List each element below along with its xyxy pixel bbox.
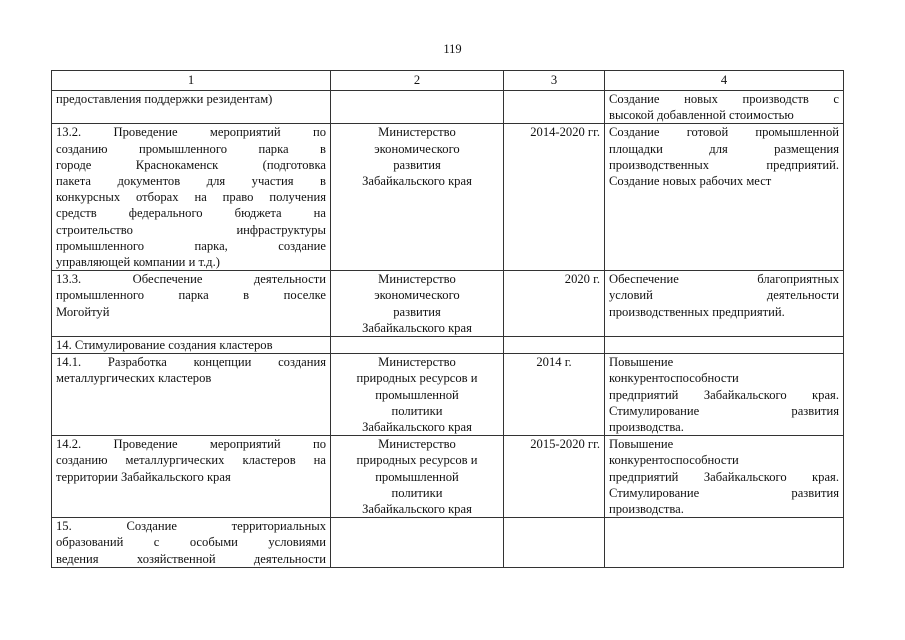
cell-line: Стимулирование развития xyxy=(609,403,839,418)
cell-line: конкурентоспособности xyxy=(609,453,739,468)
period-cell xyxy=(504,91,605,124)
cell-line: 14.1. Разработка концепции создания xyxy=(56,355,326,370)
cell-line: Повышение xyxy=(609,355,674,370)
result-cell xyxy=(605,124,844,271)
measure-cell xyxy=(52,91,331,124)
plan-table xyxy=(51,70,844,568)
cell-line: Повышение xyxy=(609,437,674,452)
measure-cell xyxy=(52,354,331,436)
cell-line: промышленного парка, создание xyxy=(56,238,326,253)
cell-line: Создание новых рабочих мест xyxy=(609,174,772,189)
cell-line: Создание новых производств с xyxy=(609,92,839,106)
cell-line: высокой добавленной стоимостью xyxy=(609,108,794,123)
result-cell xyxy=(605,271,844,337)
cell-line: ведения хозяйственной деятельности xyxy=(56,551,326,566)
executor-cell xyxy=(331,91,504,124)
cell-line: предприятий Забайкальского края. xyxy=(609,387,839,402)
period-cell xyxy=(504,518,605,568)
result-cell xyxy=(605,518,844,568)
result-cell xyxy=(605,436,844,518)
cell-line: природных ресурсов и xyxy=(356,371,478,386)
cell-line: Стимулирование развития xyxy=(609,485,839,500)
measure-cell xyxy=(52,271,331,337)
cell-line: образований с особыми условиями xyxy=(56,535,326,550)
result-cell xyxy=(605,354,844,436)
period-cell: 2020 г. xyxy=(504,271,605,337)
cell-line: 15. Создание территориальных xyxy=(56,519,326,534)
period-cell: 2015-2020 гг. xyxy=(504,436,605,518)
table-row xyxy=(52,436,844,518)
cell-line: 14.2. Проведение мероприятий по xyxy=(56,437,326,452)
cell-line: предоставления поддержки резидентам) xyxy=(56,92,273,106)
measure-cell xyxy=(52,518,331,568)
cell-line: политики xyxy=(391,403,443,418)
header-cell: 4 xyxy=(605,71,844,91)
cell-line: Обеспечение благоприятных xyxy=(609,272,839,287)
table-header-row xyxy=(52,71,844,91)
cell-line: металлургических кластеров xyxy=(56,371,212,386)
table-row xyxy=(52,354,844,436)
cell-line: условий деятельности xyxy=(609,288,839,303)
cell-line: 13.3. Обеспечение деятельности xyxy=(56,272,326,287)
cell-line: площадки для размещения xyxy=(609,141,839,156)
cell-line: предприятий Забайкальского края. xyxy=(609,469,839,484)
cell-line: промышленного парка в поселке xyxy=(56,288,326,303)
cell-line: природных ресурсов и xyxy=(356,453,478,468)
cell-line: 14. Стимулирование создания кластеров xyxy=(56,338,273,353)
cell-line: Министерство xyxy=(378,125,456,140)
measure-cell xyxy=(52,436,331,518)
cell-line: Министерство xyxy=(378,355,456,370)
cell-line: развития xyxy=(393,157,441,172)
cell-line: строительство инфраструктуры xyxy=(56,222,326,237)
cell-line: производственных предприятий. xyxy=(609,304,785,319)
period-cell xyxy=(504,337,605,354)
cell-line: промышленной xyxy=(375,469,459,484)
executor-cell xyxy=(331,436,504,518)
cell-line: территории Забайкальского края xyxy=(56,469,231,484)
cell-line: Министерство xyxy=(378,437,456,452)
executor-cell xyxy=(331,354,504,436)
cell-line: управляющей компании и т.д.) xyxy=(56,255,220,270)
table-row xyxy=(52,337,844,354)
measure-cell xyxy=(52,124,331,271)
executor-cell xyxy=(331,271,504,337)
measure-cell xyxy=(52,337,331,354)
cell-line: политики xyxy=(391,485,443,500)
header-cell: 2 xyxy=(331,71,504,91)
cell-line: развития xyxy=(393,304,441,319)
page-number: 119 xyxy=(443,42,462,56)
table-row xyxy=(52,518,844,568)
period-cell: 2014-2020 гг. xyxy=(504,124,605,271)
cell-line: конкурентоспособности xyxy=(609,371,739,386)
result-cell xyxy=(605,337,844,354)
cell-line: производства. xyxy=(609,420,684,435)
executor-cell xyxy=(331,124,504,271)
cell-line: городе Краснокаменск (подготовка xyxy=(56,157,326,172)
cell-line: Забайкальского края xyxy=(362,420,472,435)
cell-line: Забайкальского края xyxy=(362,174,472,189)
table-row xyxy=(52,91,844,124)
period-cell: 2014 г. xyxy=(504,354,605,436)
cell-line: Забайкальского края xyxy=(362,502,472,517)
table-row xyxy=(52,124,844,271)
cell-line: 13.2. Проведение мероприятий по xyxy=(56,125,326,140)
header-cell: 3 xyxy=(504,71,605,91)
executor-cell xyxy=(331,518,504,568)
header-cell: 1 xyxy=(52,71,331,91)
result-cell xyxy=(605,91,844,124)
cell-line: Забайкальского края xyxy=(362,320,472,335)
table-row xyxy=(52,271,844,337)
cell-line: Министерство xyxy=(378,272,456,287)
cell-line: средств федерального бюджета на xyxy=(56,206,326,221)
cell-line: производства. xyxy=(609,502,684,517)
cell-line: производственных предприятий. xyxy=(609,157,839,172)
cell-line: Создание готовой промышленной xyxy=(609,125,839,140)
cell-line: Могойтуй xyxy=(56,304,110,319)
cell-line: конкурсных отборах на право получения xyxy=(56,190,326,205)
cell-line: созданию металлургических кластеров на xyxy=(56,453,326,468)
cell-line: пакета документов для участия в xyxy=(56,174,326,189)
executor-cell xyxy=(331,337,504,354)
cell-line: экономического xyxy=(374,141,460,156)
cell-line: промышленной xyxy=(375,387,459,402)
cell-line: экономического xyxy=(374,288,460,303)
cell-line: созданию промышленного парка в xyxy=(56,141,326,156)
